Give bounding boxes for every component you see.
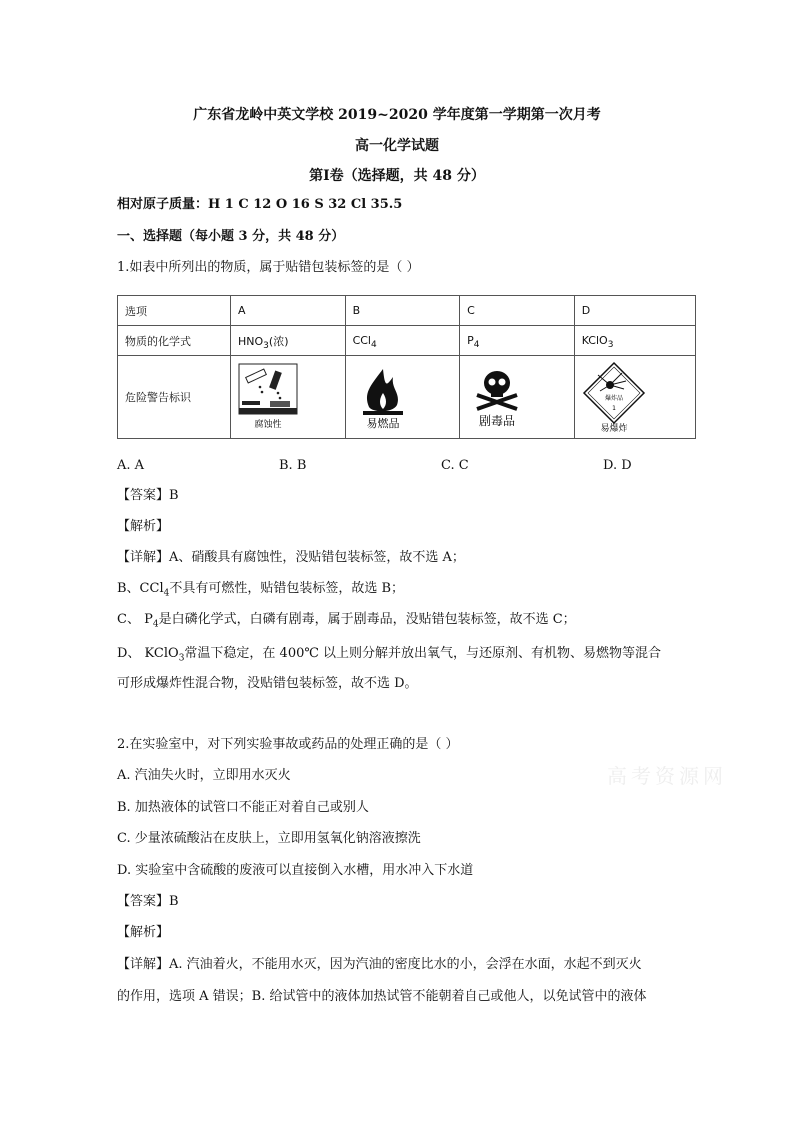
toxic-cell: [460, 356, 575, 439]
table-row: [118, 356, 696, 439]
section-title: 第Ⅰ卷（选择题，共 48 分）: [309, 168, 485, 184]
formula-a: $HNO_3$(浓): [231, 326, 346, 356]
toxic-label: 剧毒品: [479, 414, 516, 428]
q1-detail-c: C、 $P_4$是白磷化学式，白磷有剧毒，属于剧毒品，没贴错包装标签，故不选 C；: [117, 612, 576, 630]
q2-analysis: 【解析】: [117, 925, 170, 940]
q2-option-c: C. 少量浓硫酸沾在皮肤上，立即用氢氧化钠溶液擦洗: [117, 831, 421, 846]
formula-b: CCl$_4$: [345, 326, 460, 356]
atomic-mass: 相对原子质量：H 1 C 12 O 16 S 32 Cl 35.5: [117, 197, 403, 212]
q2-stem: 2.在实验室中，对下列实验事故或药品的处理正确的是（ ）: [117, 737, 459, 752]
q1-options-table: [117, 295, 696, 439]
q1-detail-a: 【详解】A、硝酸具有腐蚀性，没贴错包装标签，故不选 A；: [117, 550, 465, 565]
q1-answer: 【答案】B: [117, 488, 179, 503]
q1-analysis: 【解析】: [117, 519, 170, 534]
q2-option-b: B. 加热液体的试管口不能正对着自己或别人: [117, 800, 369, 815]
part-heading: 一、选择题（每小题 3 分，共 48 分）: [117, 229, 345, 244]
formula-d: KClO$_3$: [574, 326, 695, 356]
explosive-division-number: 1: [611, 405, 616, 412]
choice-d: D. D: [603, 458, 632, 473]
q1-detail-d-cont: 可形成爆炸性混合物，没贴错包装标签，故不选 D。: [117, 676, 418, 691]
explosive-label: 易爆炸: [600, 424, 628, 433]
watermark: 高考资源网: [607, 764, 727, 788]
q1-stem: 1.如表中所列出的物质，属于贴错包装标签的是（ ）: [117, 260, 420, 275]
choice-c: C. C: [441, 458, 469, 473]
q2-answer: 【答案】B: [117, 894, 179, 909]
q2-option-a: A. 汽油失火时，立即用水灭火: [117, 768, 291, 783]
option-c-header: C: [460, 296, 575, 326]
table-row: [118, 326, 696, 356]
flammable-label: 易燃品: [366, 417, 400, 430]
q1-detail-b: B、CCl$_4$不具有可燃性，贴错包装标签，故选 B；: [117, 581, 405, 599]
exam-subtitle: 高一化学试题: [355, 138, 439, 154]
q2-detail-2: 的作用，选项 A 错误；B. 给试管中的液体加热试管不能朝着自己或他人，以免试管中的液体: [117, 989, 647, 1004]
exam-title: 广东省龙岭中英文学校 2019~2020 学年度第一学期第一次月考: [193, 107, 601, 123]
choice-b: B. B: [279, 458, 307, 473]
flame-icon: [353, 363, 413, 431]
option-d-header: D: [574, 296, 695, 326]
row-header-formula: 物质的化学式: [118, 326, 231, 356]
corrosive-icon: [238, 363, 298, 431]
row-header-option: 选项: [118, 296, 231, 326]
q1-detail-d: D、 KClO$_3$常温下稳定，在 400℃ 以上则分解并放出氧气，与还原剂、有机物、易燃物等混合: [117, 646, 662, 664]
explosive-inner-label: 爆炸品: [604, 395, 623, 402]
formula-c: $P_4$: [460, 326, 575, 356]
choice-a: A. A: [117, 458, 145, 473]
option-b-header: B: [345, 296, 460, 326]
explosion-icon: [582, 361, 646, 433]
table-row: [118, 296, 696, 326]
skull-icon: [467, 363, 527, 431]
row-header-warning: 危险警告标识: [118, 356, 231, 439]
option-a-header: A: [231, 296, 346, 326]
explosive-cell: [574, 356, 695, 439]
corrosive-cell: [231, 356, 346, 439]
q1-choices: [117, 456, 632, 476]
q2-detail-1: 【详解】A. 汽油着火，不能用水灭，因为汽油的密度比水的小，会浮在水面，水起不到灭火: [117, 957, 642, 972]
flammable-cell: [345, 356, 460, 439]
corrosive-label: 腐蚀性: [254, 420, 282, 430]
q2-option-d: D. 实验室中含硫酸的废液可以直接倒入水槽，用水冲入下水道: [117, 863, 474, 878]
